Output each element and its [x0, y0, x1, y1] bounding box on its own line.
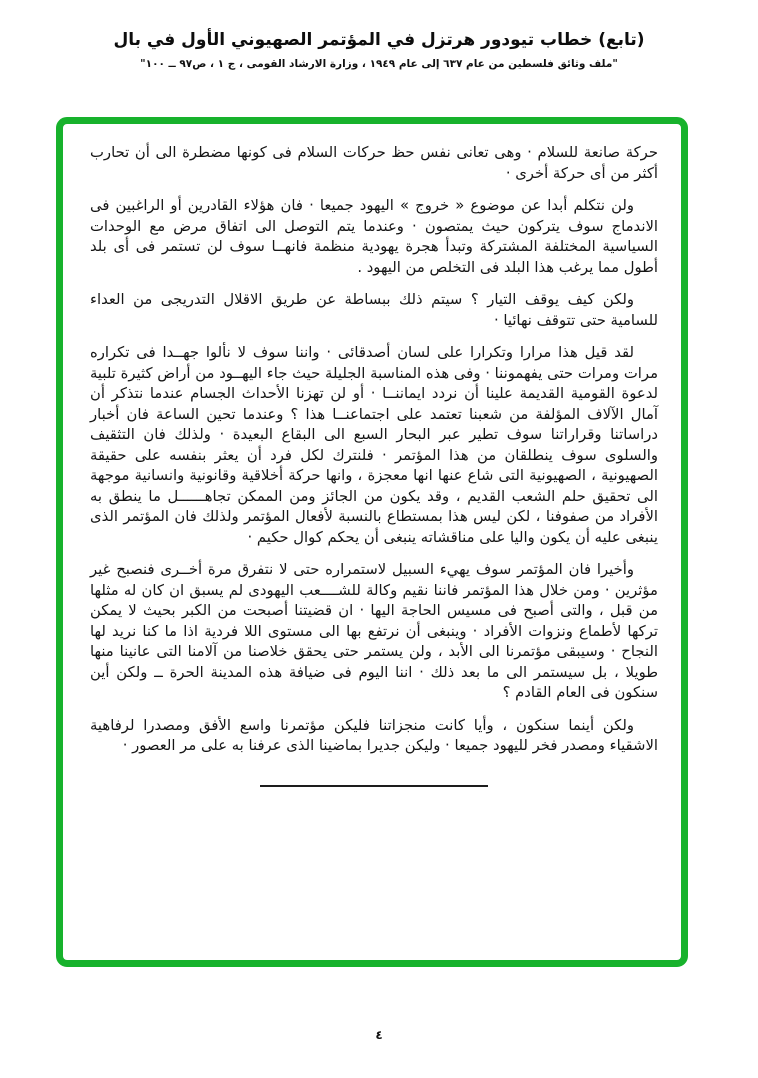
paragraph-2: ولن نتكلم أبدا عن موضوع « خروج » اليهود جميعا · فان هؤلاء القادرين أو الراغبين فى الاندماج سوف يتركون حيث يمتصون · وعندما يتم التوصل الى اتفاق مرض مع الوحدات السياسية المختلفة المشتركة وتبدأ هجرة يهودية منظمة فانهــا سوف لن تستمر فى أى بلد أطول مما يرغب هذا البلد فى التخلص من اليهود . [90, 197, 658, 276]
page-title: (تابع) خطاب تيودور هرتزل في المؤتمر الصهيوني الأول في بال [113, 30, 645, 50]
paragraph-1: حركة صانعة للسلام · وهى تعانى نفس حظ حركات السلام فى كونها مضطرة الى أن تحارب أكثر من أى حركة أخرى · [90, 144, 658, 182]
paragraph-6: ولكن أينما سنكون ، وأيا كانت منجزاتنا فليكن مؤتمرنا واسع الأفق ومصدرا لرفاهية الاشقياء ومصدر فخر لليهود جميعا · وليكن جديرا بماضينا الذى عرفنا به على مر العصور · [90, 716, 658, 754]
paragraph-4: لقد قيل هذا مرارا وتكرارا على لسان أصدقائى · واننا سوف لا نألوا جهــدا فى تكراره مرات ومرات حتى يفهموننا · وفى هذه المناسبة الجليلة حيث جاء اليهــود من أراض كثيرة تلبية لدعوة القومية القديمة علينا أن نردد ايماننــا · أو لن تهزنا الأحداث الجسام عندما نتذكر أن آمال الآلاف المؤلفة من شعبنا تعتمد على اجتماعنــا هذا ؟ وعندما تحين الساعة فان أخبار دراساتنا وقراراتنا سوف تطير عبر البحار السبع الى البقاع البعيدة · ولذلك فان التثقيف والسلوى سوف ينطلقان من هذا المؤتمر · فلنترك لكل فرد أن يعثر بنفسه على حقيقة الصهيونية ، الصهيونية التى شاع عنها انها معجزة ، وانها حركة أخلاقية وقانونية وانسانية موجهة الى تحقيق حلم الشعب القديم ، وقد يكون من الجائز ومن الممكن تجاهــــــل ما ينطق به الأفراد من صفوفنا ، لكن ليس هذا بمستطاع بالنسبة لأفعال المؤتمر ولذلك فان المؤتمر الذى ينبغى عليه أن يكون واليا على مناقشاته ينبغى أن يحكم كوال حكيم · [90, 344, 658, 546]
page-number: ٤ [375, 1028, 383, 1042]
source-citation: "ملف وثائق فلسطين من عام ٦٣٧ إلى عام ١٩٤٩ ، وزارة الارشاد القومى ، ج ١ ، ص٩٧ ــ ١٠٠" [140, 58, 618, 70]
section-divider [260, 785, 488, 787]
document-body [90, 143, 658, 787]
document-header [0, 30, 758, 70]
paragraph-3: ولكن كيف يوقف التيار ؟ سيتم ذلك ببساطة عن طريق الاقلال التدريجى من العداء للسامية حتى تتوقف نهائيا · [90, 291, 658, 329]
paragraph-5: وأخيرا فان المؤتمر سوف يهيء السبيل لاستمراره حتى لا نتفرق مرة أخــرى فنصبح غير مؤثرين · ومن خلال هذا المؤتمر فاننا نقيم وكالة للشــــعب اليهودى لم يسبق ان كان له مثلها من قبل ، والتى أصبح فى مسيس الحاجة اليها · ان قضيتنا أصبحت من الكبر بحيث لا يمكن تركها لأطماع ونزوات الأفراد · وينبغى أن نرتفع بها الى مستوى اللا فردية اذا ما كنا نريد لها النجاح · وسيبقى مؤتمرنا الى الأبد ، ولن يستمر حتى يحقق خلاصنا من آلامنا التى عانينا منها طويلا ، بل سيستمر الى ما بعد ذلك · اننا اليوم فى ضيافة هذه المدينة الحرة ــ ولكن أين سنكون فى العام القادم ؟ [90, 561, 658, 701]
